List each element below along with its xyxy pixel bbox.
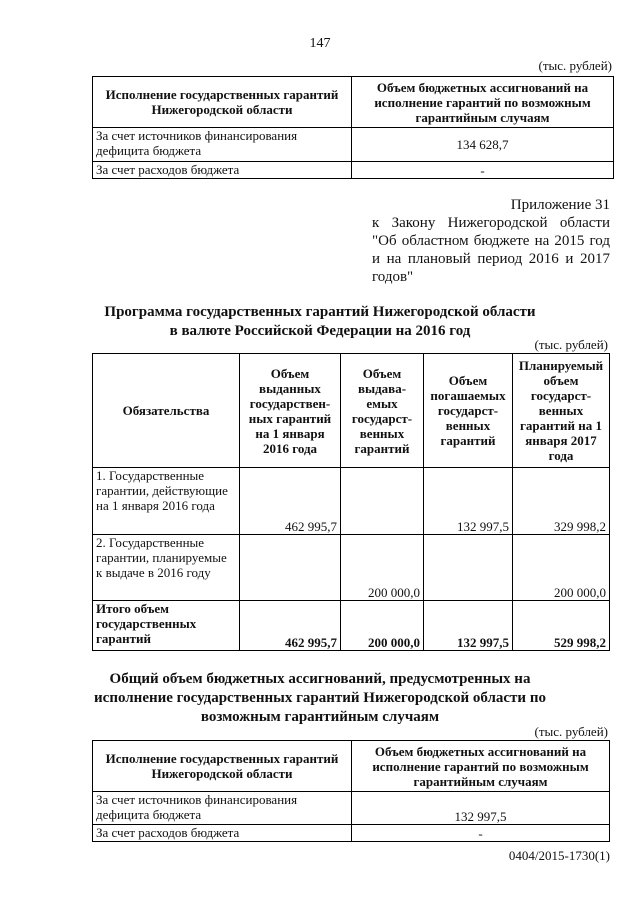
- program-header-to-issue: Объем выдава-емых государст-венных гарантий: [341, 354, 424, 468]
- total-guarantee-table: [92, 740, 610, 842]
- program-total-planned: 529 998,2: [513, 601, 610, 651]
- program-row-to-issue: 200 000,0: [341, 535, 424, 601]
- top-table-row-value: -: [352, 162, 614, 179]
- appendix-law-line: "Об областном бюджете на 2015 год: [372, 233, 610, 249]
- program-guarantee-table: [92, 353, 610, 651]
- table-row: [93, 468, 610, 535]
- program-total-issued: 462 995,7: [240, 601, 341, 651]
- table-row-total: [93, 601, 610, 651]
- total-table-units: (тыс. рублей): [534, 724, 608, 739]
- table-row: [93, 535, 610, 601]
- program-title-line: в валюте Российской Федерации на 2016 год: [169, 323, 471, 339]
- appendix-law-line: годов": [372, 269, 414, 285]
- appendix-law-line: и на плановый период 2016 и 2017: [372, 251, 610, 267]
- total-table-header-execution: Исполнение государственных гарантий Нижегородской области: [93, 741, 352, 792]
- program-header-issued: Объем выданных государствен-ных гарантий на 1 января 2016 года: [240, 354, 341, 468]
- program-row-repaid: 132 997,5: [424, 468, 513, 535]
- table-row: [93, 128, 614, 162]
- program-table-units: (тыс. рублей): [534, 337, 608, 352]
- program-title: [90, 303, 550, 341]
- table-row: [93, 162, 614, 179]
- total-title: [70, 670, 570, 727]
- total-table-row-label: За счет источников финансирования дефицита бюджета: [93, 792, 352, 825]
- top-table-row-value: 134 628,7: [352, 128, 614, 162]
- appendix-reference: [372, 196, 610, 286]
- top-table-header-volume: Объем бюджетных ассигнований на исполнение гарантий по возможным гарантийным случаям: [352, 77, 614, 128]
- program-header-repaid: Объем погашаемых государст-венных гарантий: [424, 354, 513, 468]
- appendix-number: Приложение 31: [510, 197, 610, 213]
- table-row: [93, 825, 610, 842]
- program-header-planned: Планируемый объем государст-венных гарантий на 1 января 2017 года: [513, 354, 610, 468]
- program-row-planned: 329 998,2: [513, 468, 610, 535]
- program-row-issued: [240, 535, 341, 601]
- program-row-repaid: [424, 535, 513, 601]
- program-row-issued: 462 995,7: [240, 468, 341, 535]
- program-total-to-issue: 200 000,0: [341, 601, 424, 651]
- total-title-line: Общий объем бюджетных ассигнований, предусмотренных на: [109, 671, 531, 687]
- appendix-law-line: к Закону Нижегородской области: [372, 215, 610, 231]
- top-table-header-execution: Исполнение государственных гарантий Нижегородской области: [93, 77, 352, 128]
- total-title-line: возможным гарантийным случаям: [200, 709, 440, 725]
- program-total-repaid: 132 997,5: [424, 601, 513, 651]
- program-row-planned: 200 000,0: [513, 535, 610, 601]
- total-table-row-value: -: [352, 825, 610, 842]
- program-row-label: 2. Государственные гарантии, планируемые к выдаче в 2016 году: [93, 535, 240, 601]
- top-table-row-label: За счет расходов бюджета: [93, 162, 352, 179]
- table-row: [93, 792, 610, 825]
- total-table-row-value: 132 997,5: [352, 792, 610, 825]
- program-total-label: Итого объем государственных гарантий: [93, 601, 240, 651]
- program-row-to-issue: [341, 468, 424, 535]
- page-number: 147: [309, 36, 331, 51]
- program-header-obligations: Обязательства: [93, 354, 240, 468]
- document-code: 0404/2015-1730(1): [508, 848, 610, 863]
- total-table-row-label: За счет расходов бюджета: [93, 825, 352, 842]
- top-table-row-label: За счет источников финансирования дефицита бюджета: [93, 128, 352, 162]
- top-guarantee-table: [92, 76, 614, 179]
- program-row-label: 1. Государственные гарантии, действующие на 1 января 2016 года: [93, 468, 240, 535]
- total-title-line: исполнение государственных гарантий Нижегородской области по: [94, 690, 546, 706]
- program-title-line: Программа государственных гарантий Нижегородской области: [104, 304, 536, 320]
- total-table-header-volume: Объем бюджетных ассигнований на исполнение гарантий по возможным гарантийным случаям: [352, 741, 610, 792]
- top-table-units: (тыс. рублей): [538, 58, 612, 73]
